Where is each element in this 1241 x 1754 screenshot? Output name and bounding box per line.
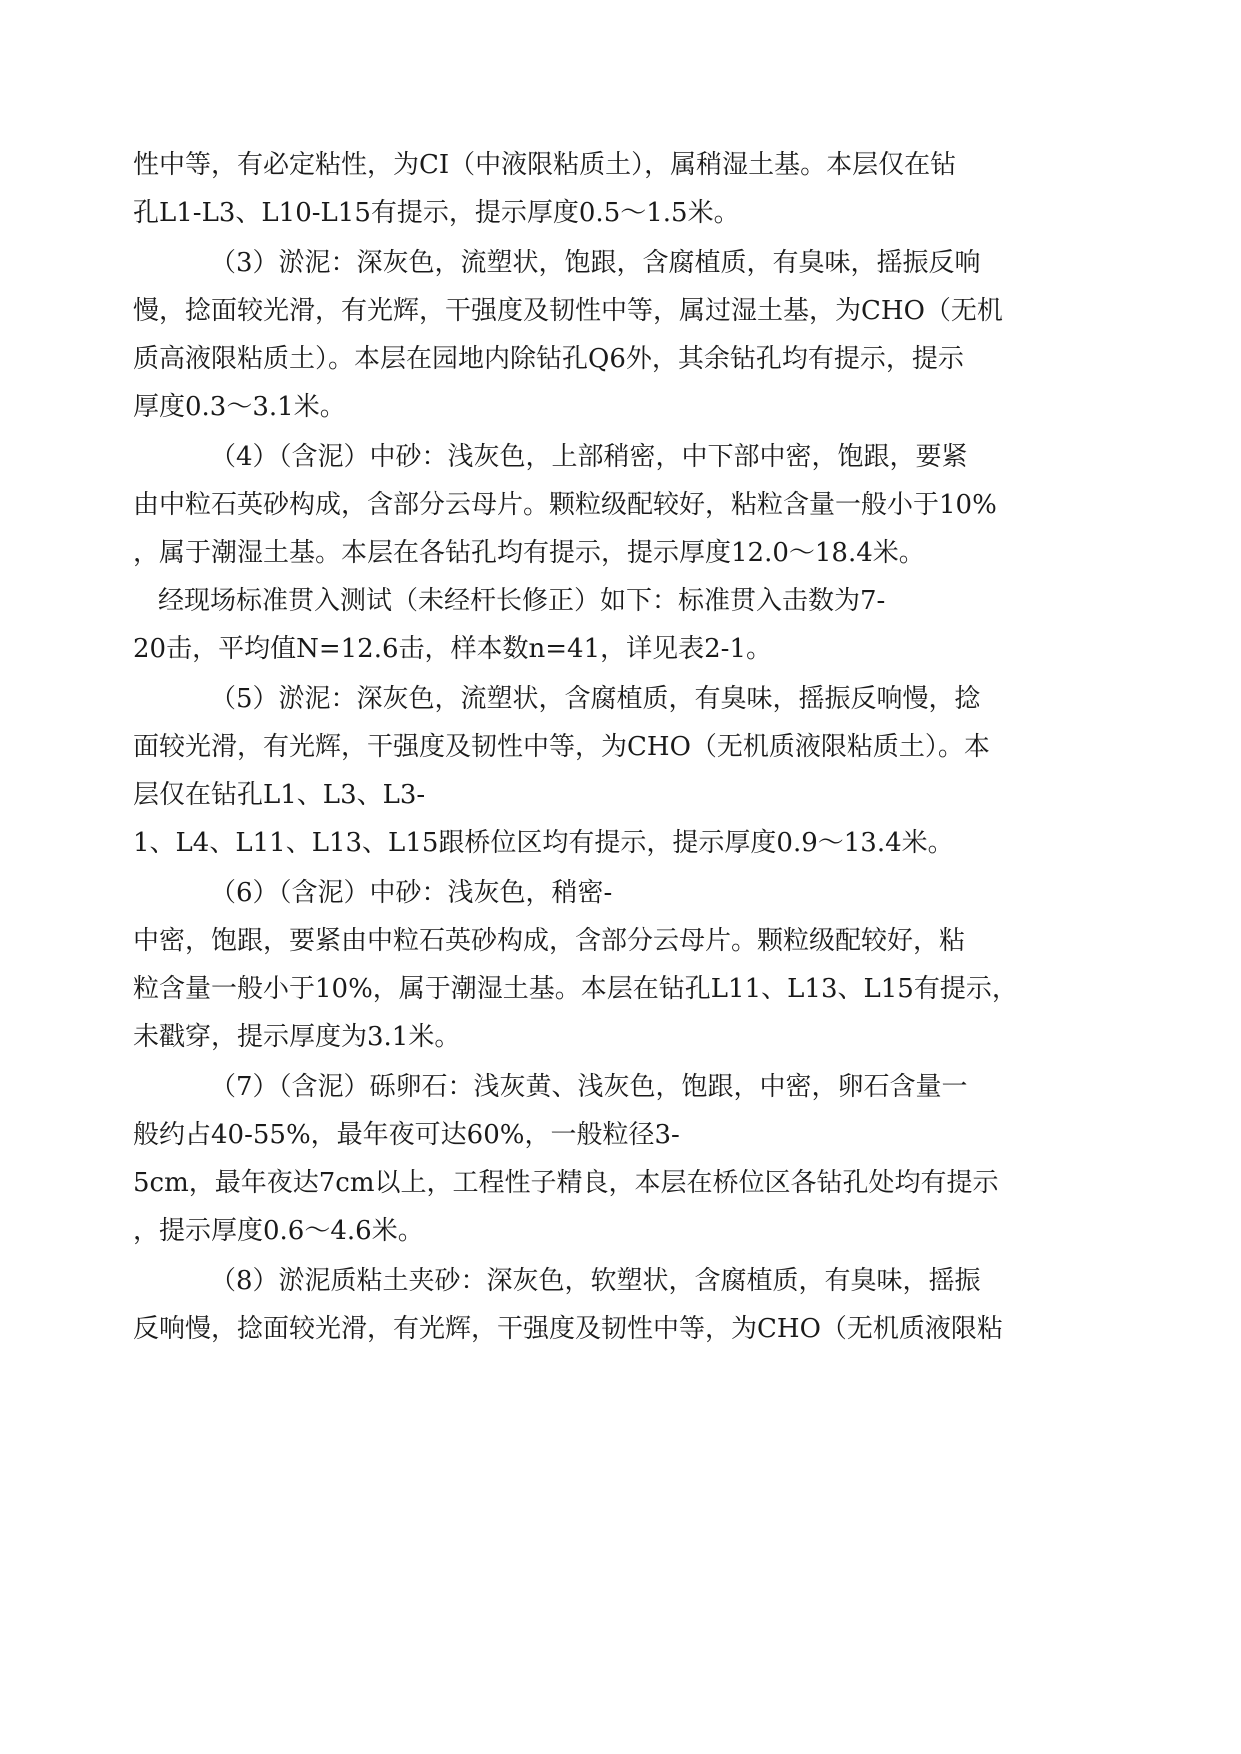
text-line: 反响慢，捻面较光滑，有光辉，干强度及韧性中等，为CHO（无机质液限粘 (133, 1314, 1003, 1344)
text-line: 5cm，最年夜达7cm以上，工程性子精良，本层在桥位区各钻孔处均有提示 (133, 1168, 999, 1198)
text-line: 未戳穿，提示厚度为3.1米。 (133, 1022, 461, 1052)
text-line: 慢，捻面较光滑，有光辉，干强度及韧性中等，属过湿土基，为CHO（无机 (133, 296, 1003, 326)
text-line: 经现场标准贯入测试（未经杆长修正）如下：标准贯入击数为7- (158, 586, 886, 616)
text-line: （6）（含泥）中砂：浅灰色，稍密- (210, 878, 613, 908)
text-line: （3）淤泥：深灰色，流塑状，饱跟，含腐植质，有臭味，摇振反响 (210, 248, 981, 278)
text-line: ，属于潮湿土基。本层在各钻孔均有提示，提示厚度12.0～18.4米。 (133, 538, 925, 568)
text-line: 厚度0.3～3.1米。 (133, 392, 346, 422)
text-line: （8）淤泥质粘土夹砂：深灰色，软塑状，含腐植质，有臭味，摇振 (210, 1266, 981, 1296)
text-line: 质高液限粘质土）。本层在园地内除钻孔Q6外，其余钻孔均有提示，提示 (133, 344, 964, 374)
text-line: 性中等，有必定粘性，为CI（中液限粘质土），属稍湿土基。本层仅在钻 (133, 150, 957, 180)
text-line: 面较光滑，有光辉，干强度及韧性中等，为CHO（无机质液限粘质土）。本 (133, 732, 990, 762)
text-line: 中密，饱跟，要紧由中粒石英砂构成，含部分云母片。颗粒级配较好，粘 (133, 926, 966, 956)
text-line: （5）淤泥：深灰色，流塑状，含腐植质，有臭味，摇振反响慢，捻 (210, 684, 981, 714)
text-line: 20击，平均值N=12.6击，样本数n=41，详见表2-1。 (133, 634, 772, 664)
text-line: 由中粒石英砂构成，含部分云母片。颗粒级配较好，粘粒含量一般小于10% (133, 490, 997, 520)
text-line: ，提示厚度0.6～4.6米。 (133, 1216, 424, 1246)
text-line: 孔L1-L3、L10-L15有提示，提示厚度0.5～1.5米。 (133, 198, 740, 228)
text-line: 粒含量一般小于10%，属于潮湿土基。本层在钻孔L11、L13、L15有提示， (133, 974, 1018, 1004)
text-line: （4）（含泥）中砂：浅灰色，上部稍密，中下部中密，饱跟，要紧 (210, 442, 968, 472)
text-line: 1、L4、L11、L13、L15跟桥位区均有提示，提示厚度0.9～13.4米。 (133, 828, 954, 858)
text-line: 般约占40-55%，最年夜可达60%，一般粒径3- (133, 1120, 680, 1150)
text-line: 层仅在钻孔L1、L3、L3- (133, 780, 426, 810)
text-line: （7）（含泥）砾卵石：浅灰黄、浅灰色，饱跟，中密，卵石含量一 (210, 1072, 968, 1102)
